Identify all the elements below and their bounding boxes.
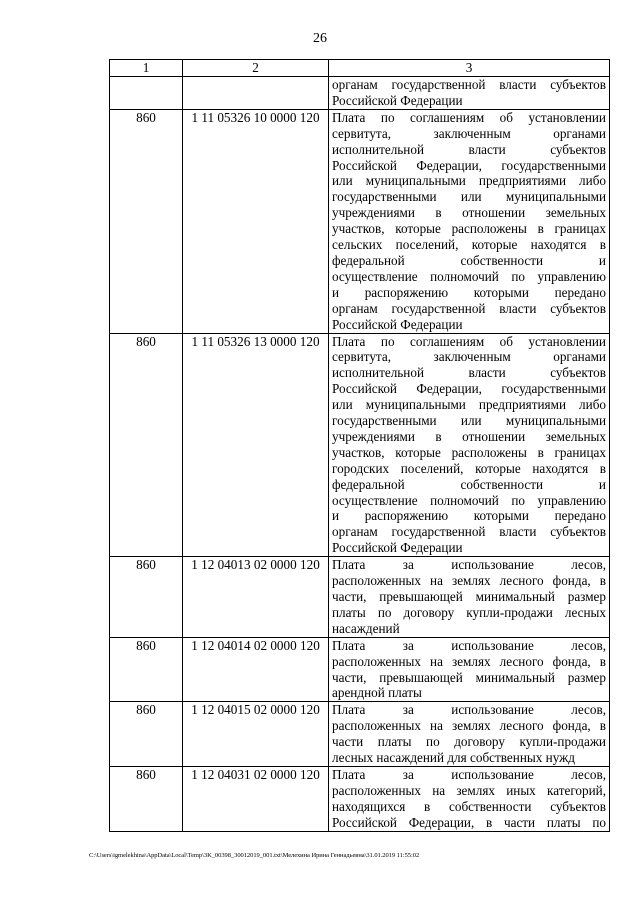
file-path-footer: C:\Users\igmelekhina\AppData\Local\Temp\3K_00398_30012019_001.txt\Мелехина Ирина Геннадьевна\31.01.2019 11:55:02 (89, 852, 420, 859)
income-name-cell (329, 766, 610, 831)
income-code-cell: 1 11 05326 13 0000 120 (183, 333, 329, 557)
description-line: и распоряжению которыми передано (332, 284, 606, 300)
description-line: Плата за использование лесов, (332, 766, 606, 782)
description-line: органам государственной власти субъектов (332, 300, 606, 316)
description-line: органам государственной власти субъектов (332, 77, 606, 92)
income-code-cell (183, 77, 329, 110)
table-row (110, 333, 610, 557)
description-line: Российской Федерации, государственными (332, 157, 606, 173)
description-line: и распоряжению которыми передано (332, 508, 606, 524)
description-line: осуществление полномочий по управлению (332, 492, 606, 508)
table-header-row (110, 60, 610, 77)
chapter-code-cell: 860 (110, 333, 183, 557)
header-cell-2: 2 (183, 60, 329, 77)
description-line: расположенных на землях иных категорий, (332, 782, 606, 798)
chapter-code-cell (110, 77, 183, 110)
classification-table (109, 59, 610, 832)
description-line: части, превышающей минимальный размер (332, 589, 606, 604)
income-code-cell: 1 12 04013 02 0000 120 (183, 557, 329, 638)
description-line: Плата за использование лесов, (332, 637, 606, 653)
description-line: сервитута, заключенным органами (332, 125, 606, 141)
description-line: Российской Федерации, государственными (332, 381, 606, 397)
description-line: лесных насаждений для собственных нужд (332, 750, 575, 766)
table-row (110, 77, 610, 110)
description-line: или муниципальными предприятиями либо (332, 397, 606, 413)
description-line: расположенных на землях лесного фонда, в (332, 718, 606, 734)
description-line: исполнительной власти субъектов (332, 141, 606, 157)
description-line: участков, которые расположены в границах (332, 221, 606, 237)
header-cell-3: 3 (329, 60, 610, 77)
description-line: Российской Федерации, в части платы по (332, 814, 606, 830)
description-line: участков, которые расположены в границах (332, 444, 606, 460)
description-line: платы по договору купли-продажи лесных (332, 604, 606, 620)
description-line: или муниципальными предприятиями либо (332, 173, 606, 189)
description-line: государственными или муниципальными (332, 413, 606, 429)
table-row (110, 766, 610, 831)
description-line: федеральной собственности и (332, 252, 606, 268)
description-line: находящихся в собственности субъектов (332, 798, 606, 814)
description-line: сельских поселений, которые находятся в (332, 237, 606, 253)
description-line: Российской Федерации (332, 316, 463, 332)
description-line: исполнительной власти субъектов (332, 365, 606, 381)
chapter-code-cell: 860 (110, 637, 183, 702)
description-line: Российской Федерации (332, 92, 463, 108)
description-line: части платы по договору купли-продажи (332, 734, 606, 750)
chapter-code-cell: 860 (110, 109, 183, 333)
income-code-cell: 1 12 04014 02 0000 120 (183, 637, 329, 702)
description-line: Плата за использование лесов, (332, 702, 606, 718)
description-line: городских поселений, которые находятся в (332, 460, 606, 476)
description-line: органам государственной власти субъектов (332, 524, 606, 540)
income-code-cell: 1 12 04031 02 0000 120 (183, 766, 329, 831)
description-line: учреждениями в отношении земельных (332, 205, 606, 221)
income-code-cell: 1 11 05326 10 0000 120 (183, 109, 329, 333)
description-line: федеральной собственности и (332, 476, 606, 492)
header-cell-1: 1 (110, 60, 183, 77)
income-name-cell (329, 109, 610, 333)
table-row (110, 109, 610, 333)
table-row (110, 637, 610, 702)
chapter-code-cell: 860 (110, 702, 183, 767)
income-name-cell (329, 557, 610, 638)
chapter-code-cell: 860 (110, 766, 183, 831)
description-line: учреждениями в отношении земельных (332, 428, 606, 444)
description-line: расположенных на землях лесного фонда, в (332, 573, 606, 589)
table-row (110, 702, 610, 767)
income-name-cell (329, 77, 610, 110)
description-line: Плата по соглашениям об установлении (332, 333, 606, 349)
description-line: части, превышающей минимальный размер (332, 669, 606, 685)
description-line: арендной платы (332, 685, 422, 701)
description-line: сервитута, заключенным органами (332, 349, 606, 365)
description-line: осуществление полномочий по управлению (332, 268, 606, 284)
description-line: Плата за использование лесов, (332, 557, 606, 573)
chapter-code-cell: 860 (110, 557, 183, 638)
income-name-cell (329, 702, 610, 767)
income-name-cell (329, 637, 610, 702)
page-number: 26 (313, 31, 327, 46)
description-line: Российской Федерации (332, 540, 463, 556)
income-code-cell: 1 12 04015 02 0000 120 (183, 702, 329, 767)
income-name-cell (329, 333, 610, 557)
description-line: государственными или муниципальными (332, 189, 606, 205)
description-line: Плата по соглашениям об установлении (332, 109, 606, 125)
description-line: расположенных на землях лесного фонда, в (332, 653, 606, 669)
table-row (110, 557, 610, 638)
description-line: насаждений (332, 620, 400, 636)
